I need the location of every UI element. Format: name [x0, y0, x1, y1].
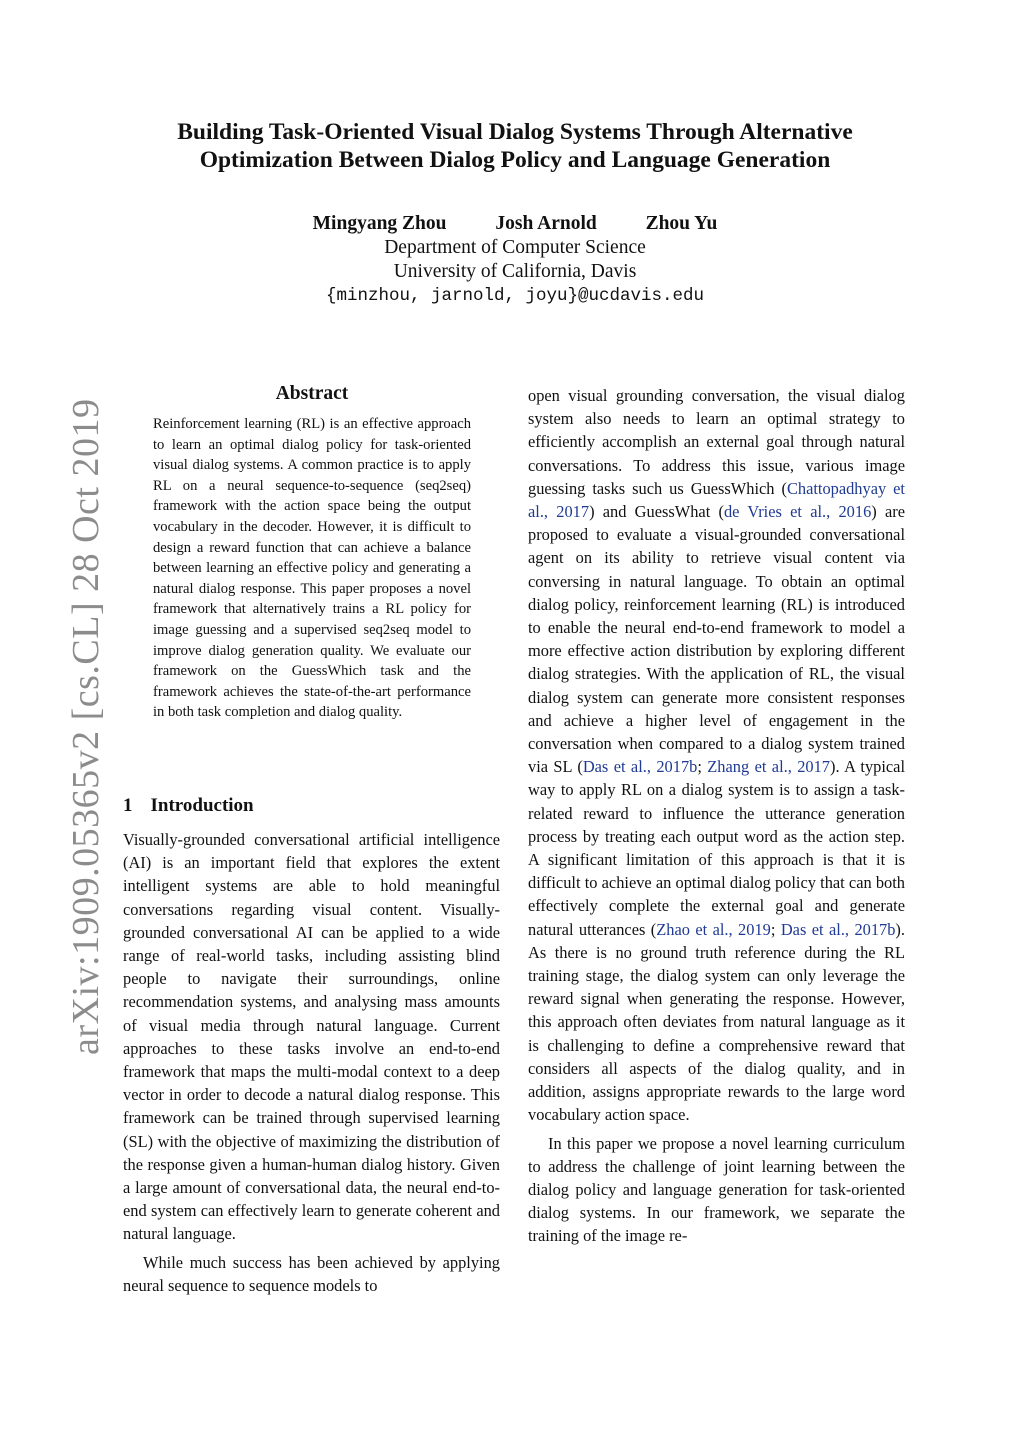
arxiv-identifier: arXiv:1909.05365v2 [cs.CL] 28 Oct 2019	[65, 398, 107, 1055]
affiliation-department: Department of Computer Science	[384, 237, 646, 258]
abstract-text: Reinforcement learning (RL) is an effective approach to learn an optimal dialog policy for task-oriented visual dialog systems. A common practice is to apply RL on a neural sequence-to-sequence (seq2seq) framework with the action space being the output vocabulary in the decoder. However, it is difficult to design a reward function that can achieve a balance between learning an effective policy and generating a natural dialog response. This paper proposes a novel framework that alternatively trains a RL policy for image guessing and a supervised seq2seq model to improve dialog generation quality. We evaluate our framework on the GuessWhich task and the framework achieves the state-of-the-art performance in both task completion and dialog quality.	[153, 416, 471, 721]
affiliation-university: University of California, Davis	[393, 261, 637, 282]
paper-title	[120, 118, 910, 174]
title-line-2: Optimization Between Dialog Policy and Language Generation	[199, 147, 831, 173]
citation-link[interactable]: Das et al., 2017b	[582, 757, 698, 777]
intro-paragraph-1: Visually-grounded conversational artificial intelligence (AI) is an important field that explores the extent intelligent systems are able to hold meaningful conversations regarding visual content. Visually-grounded conversational AI can be applied to a wide range of real-world tasks, including assisting blind people to navigate their surroundings, online recommendation systems, and analysing mass amounts of visual media through natural language. Current approaches to these tasks involve an end-to-end framework that maps the multi-modal context to a deep vector in order to decode a natural dialog response. This framework can be trained through supervised learning (SL) with the objective of maximizing the distribution of the response given a human-human dialog history. Given a large amount of conversational data, the neural end-to-end system can effectively learn to generate coherent and natural language.	[123, 830, 500, 1244]
right-paragraph-2: In this paper we propose a novel learning curriculum to address the challenge of joint learning between the dialog policy and language generation for task-oriented dialog systems. In our framework, we separate the training of the image re-	[528, 1133, 905, 1246]
section-number: 1	[123, 795, 133, 816]
intro-left-column	[123, 828, 500, 1297]
author-block	[120, 212, 910, 308]
author-3: Zhou Yu	[645, 213, 718, 234]
right-paragraph-1	[528, 384, 905, 1127]
citation-link[interactable]: Chattopadhyay et al., 2017	[528, 478, 905, 522]
author-1: Mingyang Zhou	[312, 213, 447, 234]
author-2: Josh Arnold	[495, 213, 597, 234]
title-line-1: Building Task-Oriented Visual Dialog Systems Through Alternative	[177, 119, 853, 145]
author-emails: {minzhou, jarnold, joyu}@ucdavis.edu	[325, 286, 705, 306]
section-heading	[123, 795, 254, 817]
text-run: ) and GuessWhat (	[589, 502, 724, 522]
text-run: ) are proposed to evaluate a visual-grounded conversational agent on its ability to retrieve visual content via conversing in natural language. To obtain an optimal dialog policy, reinforcement learning (RL) is introduced to enable the neural end-to-end framework to model a more effective action distribution by exploring different dialog strategies. With the application of RL, the visual dialog system can generate more consistent responses and achieve a higher level of engagement in the conversation when compared to a dialog system trained via SL (	[528, 502, 905, 777]
text-run: ;	[770, 919, 781, 939]
text-run: ). As there is no ground truth reference during the RL training stage, the dialog system can only leverage the reward signal when generating the response. However, this approach often deviates from natural language as it is challenging to define a comprehensive reward that considers all aspects of the dialog quality, and in addition, assigns appropriate rewards to the large word vocabulary action space.	[528, 919, 905, 1125]
author-names	[120, 212, 910, 236]
text-run: open visual grounding conversation, the visual dialog system also needs to learn an optimal strategy to efficiently accomplish an external goal through natural conversations. To address this issue, various image guessing tasks such us GuessWhich (	[528, 386, 905, 498]
text-run: ). A typical way to apply RL on a dialog system is to assign a task-related reward to influence the utterance generation process by treating each output word as the action step. A significant limitation of this approach is that it is difficult to achieve an optimal dialog policy that can both effectively complete the external goal and generate natural utterances (	[528, 757, 905, 939]
citation-link[interactable]: de Vries et al., 2016	[723, 502, 872, 522]
abstract-heading: Abstract	[275, 383, 349, 404]
arxiv-stamp	[12, 398, 107, 1055]
intro-right-column	[528, 384, 905, 1248]
text-run: ;	[697, 757, 708, 777]
citation-link[interactable]: Das et al., 2017b	[780, 919, 896, 939]
intro-paragraph-2: While much success has been achieved by applying neural sequence to sequence models to	[123, 1252, 500, 1295]
citation-link[interactable]: Zhang et al., 2017	[707, 757, 831, 777]
citation-link[interactable]: Zhao et al., 2019	[656, 919, 771, 939]
section-title: Introduction	[150, 795, 254, 816]
